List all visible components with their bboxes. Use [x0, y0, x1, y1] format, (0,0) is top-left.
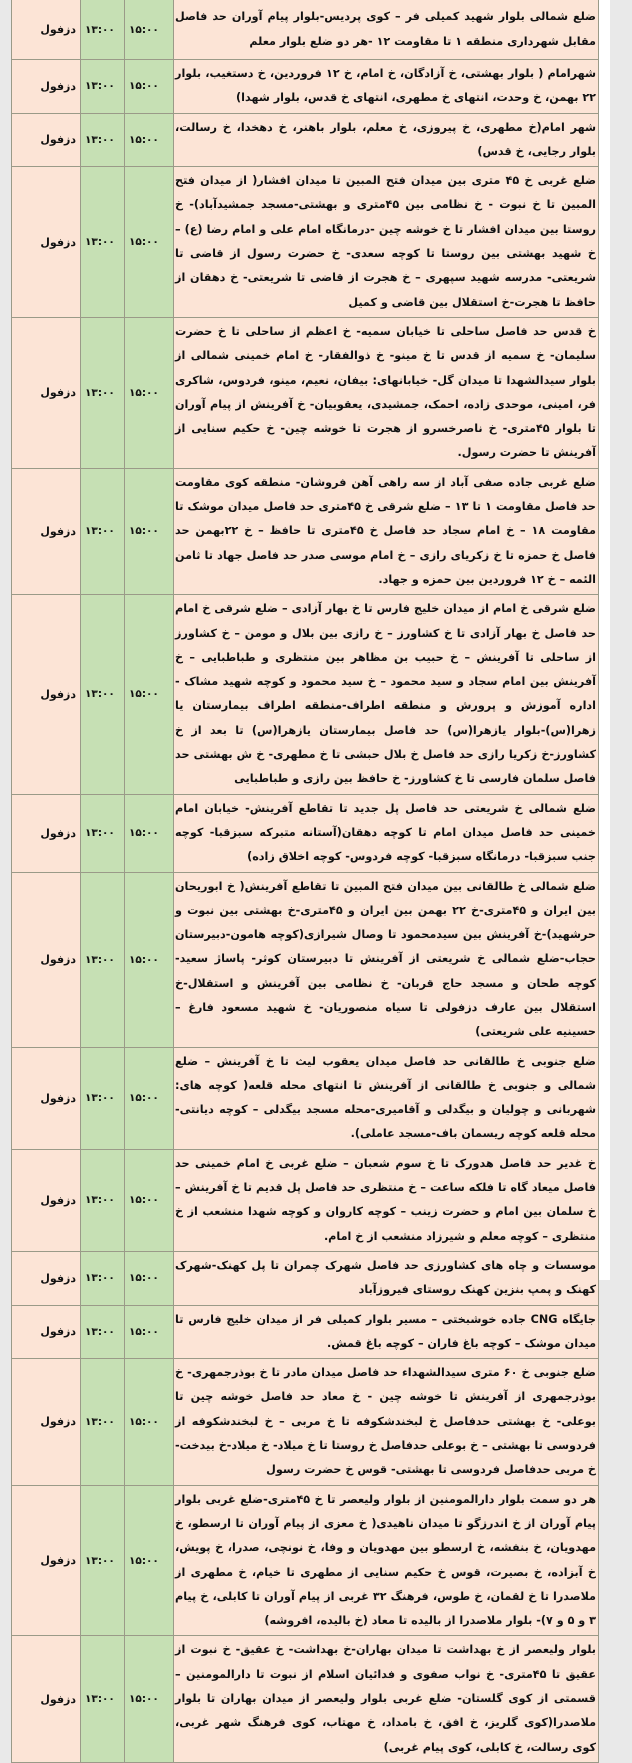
start-time: ۱۵:۰۰: [125, 1485, 174, 1636]
city-name: دزفول: [12, 1047, 81, 1149]
end-time: ۱۳:۰۰: [81, 468, 125, 594]
start-time: ۱۵:۰۰: [125, 1636, 174, 1762]
table-row: [12, 1251, 599, 1305]
table-row: [12, 595, 599, 794]
area-description: جایگاه CNG جاده خوشبختی – مسیر بلوار کمیلی فر از میدان خلیج فارس تا میدان موشک – کوچه باغ فاران – کوچه باغ قمش.: [174, 1305, 599, 1359]
area-description: ضلع شرقی خ امام از میدان خلیج فارس تا خ بهار آزادی – ضلع شرقی خ امام حد فاصل خ بهار آزادی تا خ کشاورز – خ رازی بین بلال و مومن – خ کشاورز از ساحلی تا آفرینش – خ حبیب بن مظاهر بین منتظری و طباطبایی – خ آفرینش بین امام سجاد و سید محمود – خ سید محمود و کوچه شهید مشاک - اداره آموزش و پرورش و منطقه اطراف-منطقه اطراف بیمارستان یا زهرا(س)-بلوار یازهرا(س) حد فاصل بیمارستان یازهرا(س) تا بعد از خ کشاورز-خ زکریا رازی حد فاصل خ بلال حبشی تا خ مطهری- خ ش بهشتی حد فاصل سلمان فارسی تا خ کشاورز- خ حافظ بین رازی و طباطبایی: [174, 595, 599, 794]
start-time: ۱۵:۰۰: [125, 1149, 174, 1251]
start-time: ۱۵:۰۰: [125, 60, 174, 114]
end-time: ۱۳:۰۰: [81, 0, 125, 60]
city-name: دزفول: [12, 468, 81, 594]
city-name: دزفول: [12, 595, 81, 794]
city-name: دزفول: [12, 1636, 81, 1762]
city-name: دزفول: [12, 1485, 81, 1636]
end-time: ۱۳:۰۰: [81, 1149, 125, 1251]
table-row: [12, 1359, 599, 1485]
table-row: [12, 60, 599, 114]
table-row: [12, 167, 599, 318]
table-row: [12, 1047, 599, 1149]
area-description: خ قدس حد فاصل ساحلی تا خیابان سمیه- خ اعظم از ساحلی تا خ حضرت سلیمان- خ سمیه از قدس تا خ مینو- خ ذوالفقار- خ امام خمینی شمالی از بلوار سیدالشهدا تا میدان گل- خیابانهای: بیفان، نعیم، مینو، فردوس، شاکری فر، امینی، موحدی زاده، احمک، جمشیدی، یعقوبیان- خ آفرینش از پیام آوران تا بلوار ۴۵متری- خ ناصرخسرو از هجرت تا خوشه چین- خ حکیم سنایی از آفرینش تا حضرت رسول.: [174, 317, 599, 468]
start-time: ۱۵:۰۰: [125, 317, 174, 468]
area-description: شهرامام ( بلوار بهشتی، خ آزادگان، خ امام، خ ۱۲ فروردین، خ دستغیب، بلوار ۲۲ بهمن، خ وحدت، انتهای خ مطهری، انتهای خ قدس، بلوار شهدا): [174, 60, 599, 114]
table-row: [12, 1485, 599, 1636]
area-description: ضلع جنوبی خ ۶۰ متری سیدالشهداء حد فاصل میدان مادر تا خ بوذرجمهری- خ بوذرجمهری از آفرینش تا خوشه چین - خ معاد حد فاصل خوشه چین تا بوعلی- خ بهشتی حدفاصل خ لبخندشکوفه تا خ مربی – خ لبخندشکوفه از فردوسی تا بهشتی – خ بوعلی حدفاصل خ روستا تا خ میلاد- خ میلاد-خ بیدخت- خ مربی حدفاصل فردوسی تا بهشتی- قوس خ حضرت رسول: [174, 1359, 599, 1485]
end-time: ۱۳:۰۰: [81, 1485, 125, 1636]
city-name: دزفول: [12, 113, 81, 167]
end-time: ۱۳:۰۰: [81, 60, 125, 114]
city-name: دزفول: [12, 1305, 81, 1359]
area-description: خ غدیر حد فاصل هدورک تا خ سوم شعبان – ضلع غربی خ امام خمینی حد فاصل میعاد گاه تا فلکه ساعت – خ منتظری حد فاصل پل قدیم تا خ آفرینش – خ سلمان بین امام و حضرت زینب – کوچه کاروان و کوچه شهدا منشعب از خ منتظری – کوچه معلم و شیرزاد منشعب از خ امام.: [174, 1149, 599, 1251]
start-time: ۱۵:۰۰: [125, 1305, 174, 1359]
city-name: دزفول: [12, 1251, 81, 1305]
end-time: ۱۳:۰۰: [81, 1047, 125, 1149]
city-name: دزفول: [12, 167, 81, 318]
city-name: دزفول: [12, 1359, 81, 1485]
city-name: دزفول: [12, 1149, 81, 1251]
table-row: [12, 317, 599, 468]
schedule-table: [11, 0, 599, 1763]
area-description: بلوار ولیعصر از خ بهداشت تا میدان بهاران-خ بهداشت- خ عقیق- خ نبوت از عقیق تا ۴۵متری- خ نواب صفوی و فدائیان اسلام از نبوت تا دارالمومنین – قسمتی از کوی گلستان- ضلع غربی بلوار ولیعصر از میدان بهاران تا بلوار ملاصدرا(کوی گلریز، خ افق، خ بامداد، خ مهتاب، کوی فرهنگ شهر غربی، کوی رسالت، خ کابلی، کوی پیام غربی): [174, 1636, 599, 1762]
table-row: [12, 794, 599, 872]
start-time: ۱۵:۰۰: [125, 468, 174, 594]
area-description: ضلع شمالی خ طالقانی بین میدان فتح المبین تا تقاطع آفرینش( خ ابوریحان بین ایران و ۴۵متری-خ ۲۲ بهمن بین ایران و ۴۵متری-خ بهشتی بین نبوت و حرشهید)-خ آفرینش بین سیدمحمود تا وصال شیرازی(کوچه هامون-دبیرستان حجاب-ضلع شمالی خ شریعتی از آفرینش تا دبیرستان کوثر- پاساژ سعید-کوچه طحان و مسجد حاج قربان- خ نظامی بین آفرینش و استقلال-خ استقلال بین عارف دزفولی تا سیاه منصوریان- خ شهید مسعود فارغ – حسینیه علی شریعتی): [174, 872, 599, 1047]
city-name: دزفول: [12, 60, 81, 114]
city-name: دزفول: [12, 794, 81, 872]
end-time: ۱۳:۰۰: [81, 1305, 125, 1359]
city-name: دزفول: [12, 872, 81, 1047]
end-time: ۱۳:۰۰: [81, 1359, 125, 1485]
start-time: ۱۵:۰۰: [125, 113, 174, 167]
table-row: [12, 1305, 599, 1359]
area-description: موسسات و چاه های کشاورزی حد فاصل شهرک چمران تا پل کهنک-شهرک کهنک و پمپ بنزین کهنک روستای فیروزآباد: [174, 1251, 599, 1305]
table-row: [12, 872, 599, 1047]
area-description: ضلع غربی جاده صفی آباد از سه راهی آهن فروشان- منطقه کوی مقاومت حد فاصل مقاومت ۱ تا ۱۳ – ضلع شرقی خ ۴۵متری حد فاصل میدان موشک تا مقاومت ۱۸ – خ امام سجاد حد فاصل خ ۴۵متری تا حافظ – خ ۲۲بهمن حد فاصل خ حمزه تا خ زکریای رازی – خ امام موسی صدر حد فاصل جهاد تا ثامن الئمه – خ ۱۲ فروردین بین حمزه و جهاد.: [174, 468, 599, 594]
end-time: ۱۳:۰۰: [81, 872, 125, 1047]
end-time: ۱۳:۰۰: [81, 167, 125, 318]
area-description: شهر امام(خ مطهری، خ پیروزی، خ معلم، بلوار باهنر، خ دهخدا، خ رسالت، بلوار رجایی، خ قدس): [174, 113, 599, 167]
area-description: ضلع شمالی خ شریعتی حد فاصل پل جدید تا تقاطع آفرینش- خیابان امام خمینی حد فاصل میدان امام تا کوچه دهقان(آستانه متبرکه سبزقبا- کوچه جنب سبزقبا- درمانگاه سبزقبا- کوچه فردوس- کوچه اخلاق زاده): [174, 794, 599, 872]
start-time: ۱۵:۰۰: [125, 1047, 174, 1149]
outage-schedule-table: [11, 0, 597, 1763]
table-row: [12, 113, 599, 167]
start-time: ۱۵:۰۰: [125, 872, 174, 1047]
city-name: دزفول: [12, 0, 81, 60]
start-time: ۱۵:۰۰: [125, 1251, 174, 1305]
area-description: ضلع جنوبی خ طالقانی حد فاصل میدان یعقوب لیث تا خ آفرینش – ضلع شمالی و جنوبی خ طالقانی از آفرینش تا انتهای محله قلعه( کوچه های: شهربانی و چولیان و بیگدلی و آقامیری-محله مسجد بیگدلی – کوچه دیانتی-محله قلعه کوچه ریسمان باف-مسجد عاملی).: [174, 1047, 599, 1149]
start-time: ۱۵:۰۰: [125, 595, 174, 794]
table-row: [12, 468, 599, 594]
start-time: ۱۵:۰۰: [125, 167, 174, 318]
end-time: ۱۳:۰۰: [81, 1251, 125, 1305]
start-time: ۱۵:۰۰: [125, 1359, 174, 1485]
table-row: [12, 1636, 599, 1762]
table-row: [12, 1149, 599, 1251]
end-time: ۱۳:۰۰: [81, 595, 125, 794]
end-time: ۱۳:۰۰: [81, 113, 125, 167]
area-description: ضلع شمالی بلوار شهید کمیلی فر – کوی پردیس-بلوار پیام آوران حد فاصل مقابل شهرداری منطقه ۱ تا مقاومت ۱۲ -هر دو ضلع بلوار معلم: [174, 0, 599, 60]
area-description: هر دو سمت بلوار دارالمومنین از بلوار ولیعصر تا خ ۴۵متری-ضلع غربی بلوار پیام آوران از خ اندرزگو تا میدان ناهیدی( خ معزی از پیام آوران تا ارسطو، خ مهدویان، خ بنفشه، خ ارسطو بین مهدویان و وفا، خ نونچی، صدرا، خ پویش، خ آبزاده، خ بصیرت، قوس خ حکیم سنایی از مطهری تا خیام، خ مطهری از ملاصدرا تا خ لقمان، خ طوس، فرهنگ ۳۲ غربی از پیام آوران تا کابلی، خ پیام ۳ و ۵ و ۷)- بلوار ملاصدرا از بالیده تا معاد (خ بالیده، افروشه): [174, 1485, 599, 1636]
area-description: ضلع غربی خ ۴۵ متری بین میدان فتح المبین تا میدان افشار( از میدان فتح المبین تا خ نبوت - خ نظامی بین ۴۵متری و بهشتی-مسجد جمشیدآباد)- خ روستا بین میدان افشار تا خ خوشه چین -درمانگاه امام علی و امام رضا (ع) – خ شهید بهشتی بین روستا تا کوچه سعدی- خ حضرت رسول از قاضی تا شریعتی- مدرسه شهید سپهری – خ هجرت از قاضی تا شریعتی- خ دهقان از حافظ تا هجرت-خ استقلال بین قاضی و کمیل: [174, 167, 599, 318]
end-time: ۱۳:۰۰: [81, 794, 125, 872]
table-row: [12, 0, 599, 60]
start-time: ۱۵:۰۰: [125, 0, 174, 60]
start-time: ۱۵:۰۰: [125, 794, 174, 872]
end-time: ۱۳:۰۰: [81, 1636, 125, 1762]
city-name: دزفول: [12, 317, 81, 468]
end-time: ۱۳:۰۰: [81, 317, 125, 468]
